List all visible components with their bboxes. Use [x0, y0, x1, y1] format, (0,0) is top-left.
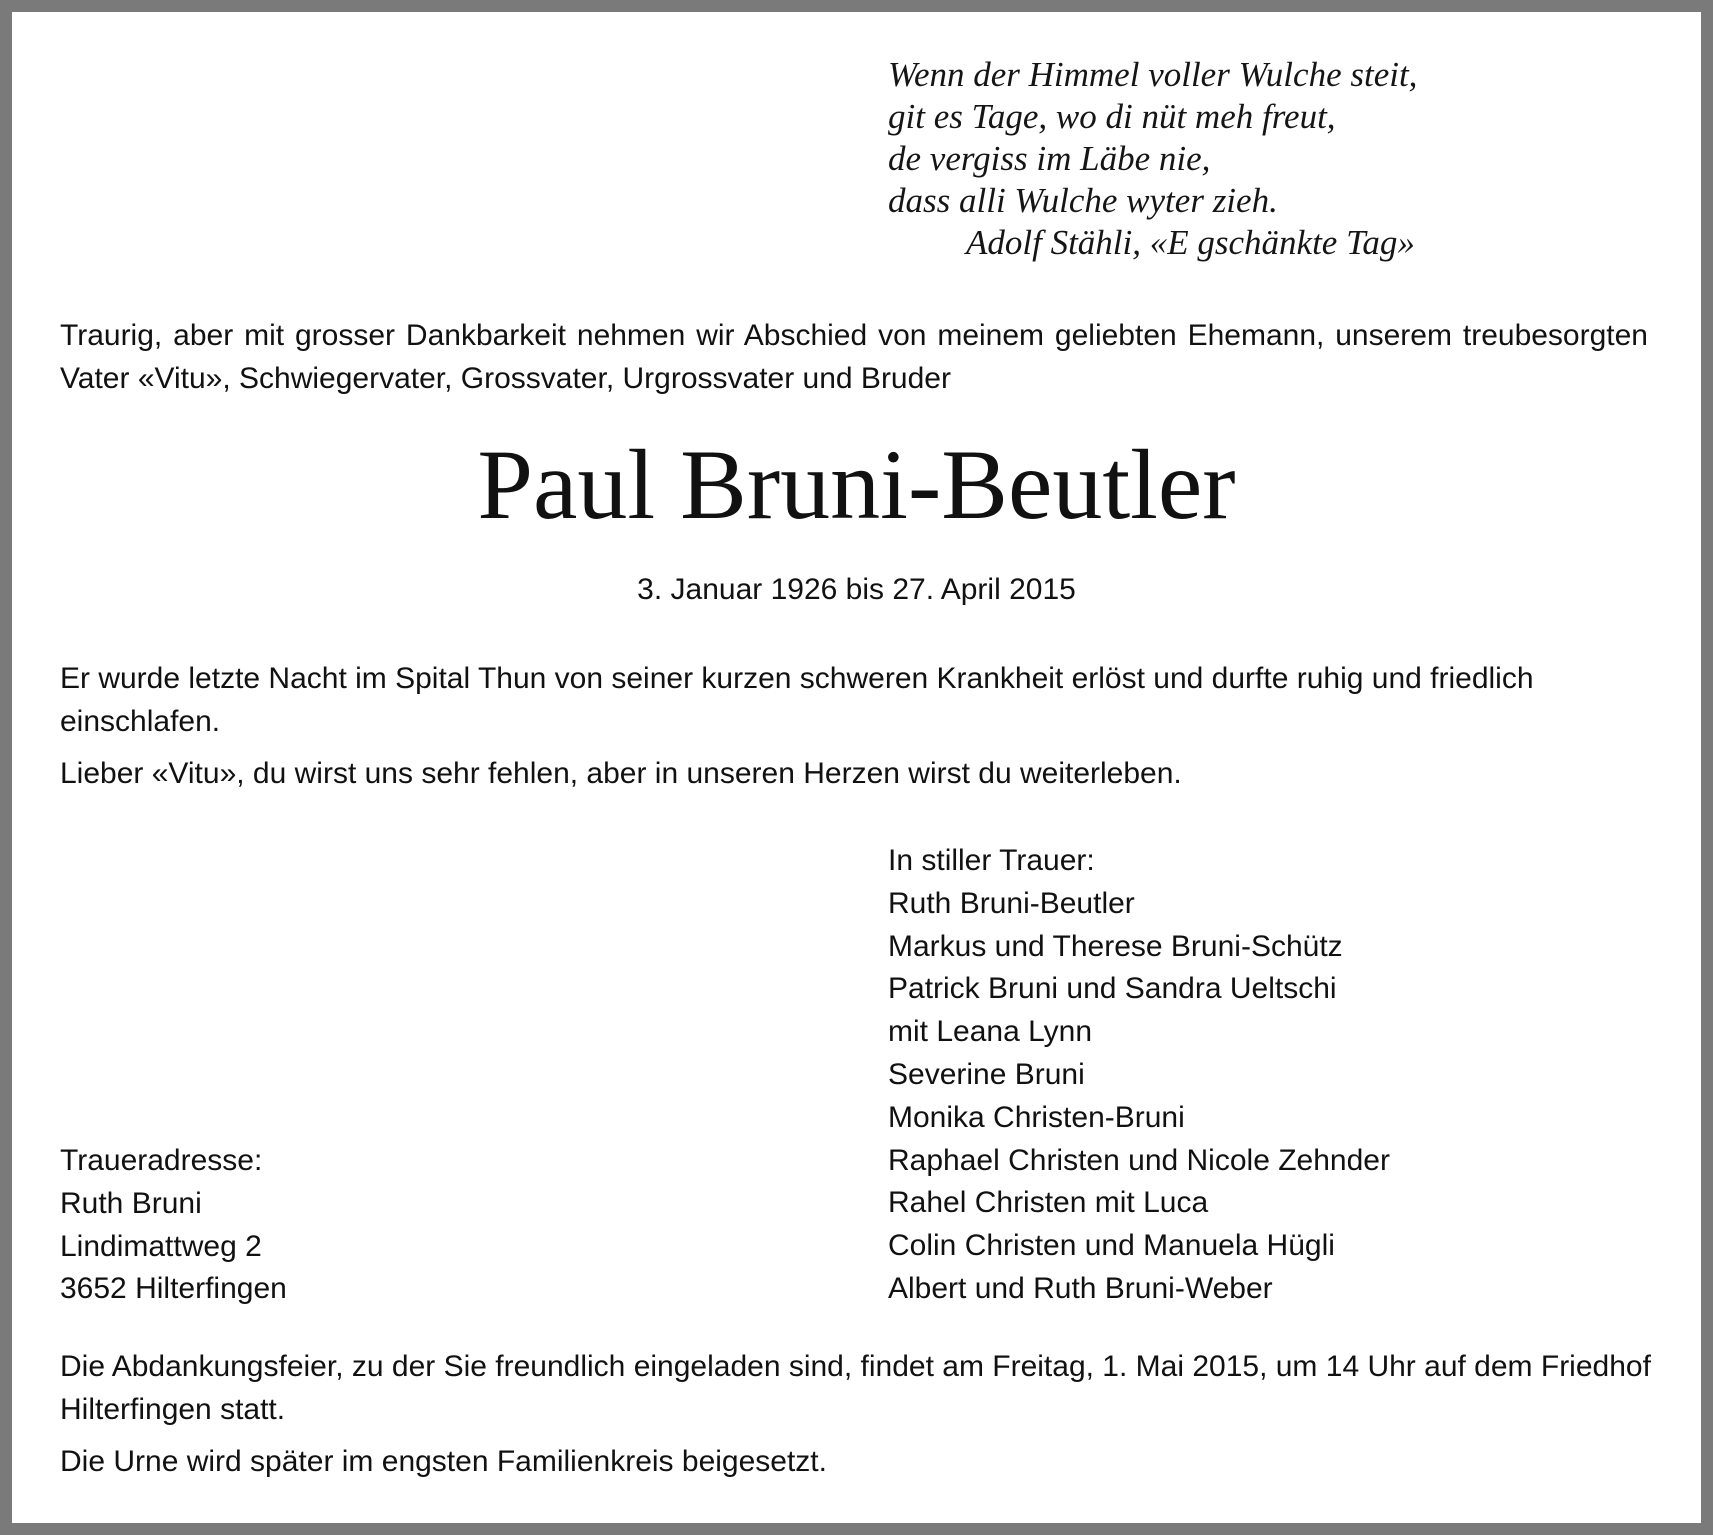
poem-verse	[888, 54, 1417, 264]
address-street: Lindimattweg 2	[60, 1229, 262, 1263]
poem-attribution: Adolf Stähli, «E gschänkte Tag»	[966, 223, 1415, 262]
poem-line: dass alli Wulche wyter zieh.	[888, 181, 1278, 220]
mourning-address	[60, 1140, 287, 1311]
urn-paragraph: Die Urne wird später im engsten Familienkreis beigesetzt.	[60, 1445, 827, 1478]
mourner-name: Raphael Christen und Nicole Zehnder	[888, 1143, 1390, 1177]
address-heading: Traueradresse:	[60, 1144, 263, 1177]
intro-paragraph: Traurig, aber mit grosser Dankbarkeit nehmen wir Abschied von meinem geliebten Ehemann, unserem treubesorgten Vater «Vitu», Schwiegervater, Grossvater, Urgrossvater und Bruder	[60, 319, 1648, 395]
address-name: Ruth Bruni	[60, 1186, 202, 1220]
mourners-list	[888, 840, 1390, 1311]
poem-line: Wenn der Himmel voller Wulche steit,	[888, 55, 1418, 94]
poem-line: git es Tage, wo di nüt meh freut,	[888, 97, 1336, 136]
mourner-name: Colin Christen und Manuela Hügli	[888, 1229, 1335, 1263]
obituary-notice	[12, 12, 1701, 1523]
deceased-name: Paul Bruni-Beutler	[477, 429, 1236, 540]
address-city: 3652 Hilterfingen	[60, 1272, 287, 1306]
life-dates: 3. Januar 1926 bis 27. April 2015	[637, 573, 1076, 606]
mourner-name: Albert und Ruth Bruni-Weber	[888, 1271, 1273, 1305]
mourner-name: Ruth Bruni-Beutler	[888, 886, 1135, 920]
mourner-name: Rahel Christen mit Luca	[888, 1186, 1209, 1220]
mourners-heading: In stiller Trauer:	[888, 844, 1095, 877]
mourner-name: Monika Christen-Bruni	[888, 1100, 1185, 1134]
poem-line: de vergiss im Läbe nie,	[888, 139, 1211, 178]
mourner-name: Markus und Therese Bruni-Schütz	[888, 929, 1343, 963]
mourner-name: Patrick Bruni und Sandra Ueltschi	[888, 972, 1337, 1006]
farewell-paragraph: Lieber «Vitu», du wirst uns sehr fehlen, aber in unseren Herzen wirst du weiterleben.	[60, 757, 1182, 790]
mourner-name: mit Leana Lynn	[888, 1015, 1093, 1049]
mourner-name: Severine Bruni	[888, 1057, 1085, 1091]
passing-paragraph: Er wurde letzte Nacht im Spital Thun von seiner kurzen schweren Krankheit erlöst und durfte ruhig und friedlich einschlafen.	[60, 662, 1534, 738]
service-paragraph: Die Abdankungsfeier, zu der Sie freundlich eingeladen sind, findet am Freitag, 1. Mai 2015, um 14 Uhr auf dem Friedhof Hilterfingen statt.	[60, 1350, 1651, 1426]
